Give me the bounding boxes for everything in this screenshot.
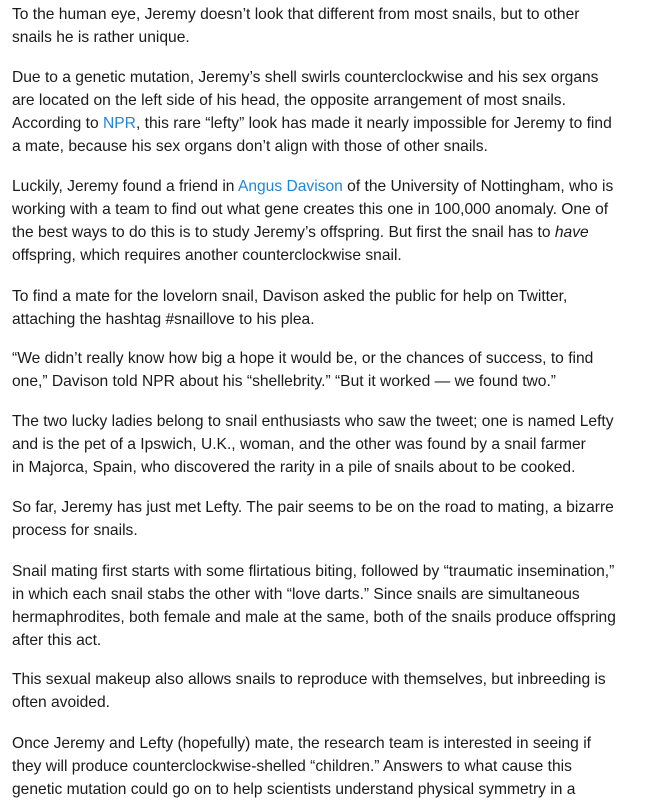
- text-segment: Luckily, Jeremy found a friend in: [12, 178, 238, 195]
- text-segment: According to: [12, 115, 104, 132]
- text-line: one,” Davison told NPR about his “shellebrity.” “But it worked — we found two.”: [12, 373, 556, 390]
- text-line: offspring, which requires another counterclockwise snail.: [12, 247, 402, 264]
- text-line: Once Jeremy and Lefty (hopefully) mate, the research team is interested in seeing if: [12, 735, 591, 752]
- text-line: and is the pet of a Ipswich, U.K., woman, and the other was found by a snail farmer: [12, 436, 586, 453]
- angus-davison-link[interactable]: Angus Davison: [237, 178, 343, 195]
- text-segment: , this rare “lefty” look has made it nearly impossible for Jeremy to find: [135, 115, 612, 132]
- paragraph-makeup: [12, 668, 606, 714]
- paragraph-met-lefty: [12, 496, 614, 542]
- paragraph-two-ladies: [12, 410, 614, 479]
- text-line: This sexual makeup also allows snails to reproduce with themselves, but inbreeding is: [12, 671, 606, 688]
- paragraph-mutation: [12, 66, 612, 158]
- text-line: [12, 112, 612, 135]
- text-line: in which each snail stabs the other with “love darts.” Since snails are simultaneous: [12, 586, 580, 603]
- text-segment: the best ways to do this is to study Jeremy’s offspring. But first the snail has to: [12, 224, 555, 241]
- paragraph-intro: [12, 3, 579, 49]
- text-line: So far, Jeremy has just met Lefty. The pair seems to be on the road to mating, a bizarre: [12, 499, 614, 516]
- text-line: after this act.: [12, 632, 102, 649]
- emphasis-text: have: [554, 224, 589, 241]
- paragraph-research: [12, 732, 591, 801]
- text-segment: of the University of Nottingham, who is: [342, 178, 614, 195]
- npr-link[interactable]: NPR: [103, 115, 136, 132]
- text-line: are located on the left side of his head, the opposite arrangement of most snails.: [12, 92, 566, 109]
- text-line: often avoided.: [12, 694, 110, 711]
- text-line: Due to a genetic mutation, Jeremy’s shell swirls counterclockwise and his sex organs: [12, 69, 599, 86]
- paragraph-davison: [12, 175, 613, 267]
- text-line: they will produce counterclockwise-shelled “children.” Answers to what cause this: [12, 758, 572, 775]
- text-line: Snail mating first starts with some flirtatious biting, followed by “traumatic insemination,”: [12, 563, 615, 580]
- text-line: To the human eye, Jeremy doesn’t look that different from most snails, but to other: [12, 6, 580, 23]
- text-line: a mate, because his sex organs don’t align with those of other snails.: [12, 138, 488, 155]
- text-line: [12, 221, 613, 244]
- text-line: snails he is rather unique.: [12, 29, 190, 46]
- text-line: hermaphrodites, both female and male at the same, both of the snails produce offspring: [12, 609, 616, 626]
- text-line: To find a mate for the lovelorn snail, Davison asked the public for help on Twitter,: [12, 288, 568, 305]
- paragraph-quote: [12, 347, 593, 393]
- text-line: attaching the hashtag #snaillove to his plea.: [12, 311, 315, 328]
- text-line: genetic mutation could go on to help scientists understand physical symmetry in a: [12, 781, 576, 798]
- text-line: The two lucky ladies belong to snail enthusiasts who saw the tweet; one is named Lefty: [12, 413, 614, 430]
- text-line: in Majorca, Spain, who discovered the rarity in a pile of snails about to be cooked.: [12, 459, 576, 476]
- text-line: working with a team to find out what gene creates this one in 100,000 anomaly. One of: [12, 201, 609, 218]
- text-line: [12, 175, 613, 198]
- paragraph-mating: [12, 560, 616, 652]
- text-line: “We didn’t really know how big a hope it would be, or the chances of success, to find: [12, 350, 594, 367]
- text-line: process for snails.: [12, 522, 138, 539]
- paragraph-twitter: [12, 285, 567, 331]
